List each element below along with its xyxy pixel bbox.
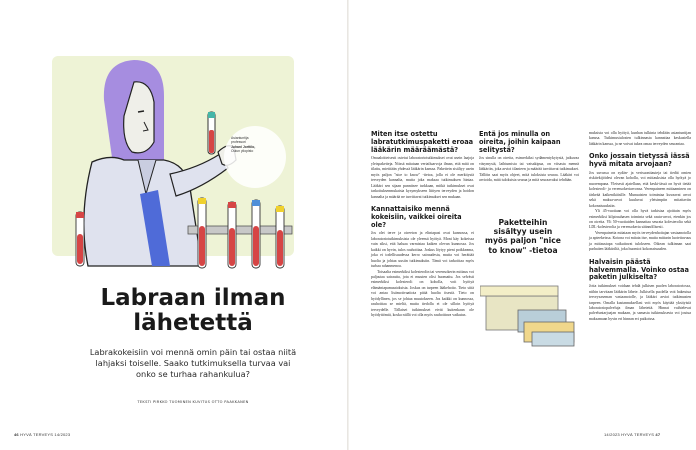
caption-label: Asiantuntija (231, 136, 249, 140)
left-folio (14, 432, 70, 437)
text-column-2 (479, 131, 579, 184)
question-heading-3: Entä jos minulla on oireita, joihin kaipaan selitystä? (479, 130, 561, 154)
right-magazine-name: 14/2023 HYVÄ TERVEYS (604, 432, 655, 437)
expert-caption-bubble (222, 124, 288, 190)
pull-quote: Paketteihin sisältyy usein myös paljon "nice to know" -tietoa (485, 218, 561, 255)
answer-paragraph-2: Jos olet terve ja oireeton ja elintapasi ovat kunnossa, ei laboratoriotutkimuksista ole yleensä hyötyä. Moni käy kokeissa vain siksi, että haluaa varmistaa kaiken olevan kunnossa. Jos kaikki on hyvin, tulos rauhoittaa. Joskus löytyy pieni poikkeama, joka ei todellisuudessa kerro sairaudesta, mutta voi herättää huolta ja johtaa uusiin tutkimuksiin. Tämä voi tarkoittaa myös turhaa rahanmenoa. (371, 231, 474, 269)
left-page-number: 46 (14, 432, 19, 437)
answer-paragraph-7: Yli 45-vuotiaan voi olla hyvä tarkistaa ajoittain myös esimerkiksi kilpirauhasen toiminta sekä rauta-arvot, etenkin jos on oireita. Yli 50-vuotiaiden kannattaa seurata kolesterolia sekä LDL-kolesterolia ja verensokeria säännöllisesti. (589, 209, 691, 230)
answer-paragraph-3: Toisaalta esimerkiksi kolesterolin tai verensokerin mittaus voi paljastaa sairautta, jota ei muuten olisi huomattu. Jos selvästi esimerkiksi kolesteroli on koholla, voit hyötyä elämäntapamuutoksista. Joskus on tarpeen lääkehoito. Tieto siitä voi antaa lisämotivaatiota pitää huolta itsestä. Tieto on hyödyllinen, jos se johtaa muutokseen. Jos kaikki on kunnossa, rauhoittaa se mieltä, mutta tiedolla ei ole silloin hyötyä terveydelle. Tällaiset tutkimukset eivät kuitenkaan ole hyödyttömiä, koska niillä voi olla myös rauhoittava vaikutus. (371, 269, 474, 318)
right-page-number: 47 (655, 432, 661, 437)
caption-person: Juhani Jorttilo, (231, 144, 256, 149)
sample-boxes-illustration (480, 276, 580, 350)
answer-paragraph-9: Jotta tutkimukset voidaan tehdä julkisen puolen laboratoriossa, niihin tarvitaan lääkärin lähete. Julkisella puolella voit hakeutua terveysaseman vastaanotolle, ja lääkäri arvioi tutkimusten tarpeen. Omalla kustannuksellasi voit myös käyttää yksityisiä laboratoriopalveluja ilman lähetettä. Hinnat vaihtelevat palveluntarjoajan mukaan, ja samasta tutkimuksesta voi joutua maksamaan hyvin eri hinnan eri paikoissa. (589, 284, 691, 321)
answer-paragraph-6: Jos suvussa on sydän- ja verisuonitauteja tai tiedät omien riskitekijöidesi olevan koholla, voi mittauksista olla hyötyä jo nuorempana. Yleisesti ajatellaan, että keski-iässä on hyvä tietää kolesteroli- ja verensokeriarvonsa. Verenpaineen mittaaminen on tärkeää kaikenikäisille. Munuaisten toimintaa kuvaavat arvot sekä maksa-arvot kuuluvat yleisimpiin mitattaviin kokonaisuuksiin. (589, 170, 691, 208)
page-gutter (347, 0, 349, 450)
title-line-1: Labraan ilman (100, 285, 286, 311)
question-heading-2: Kannattaisiko mennä kokeisiin, vaikkei oireita ole? (371, 205, 462, 229)
question-heading-1: Miten itse ostettu labratutkimuspaketti eroaa lääkärin määräämästä? (371, 130, 474, 154)
expert-caption (231, 136, 279, 154)
title-line-2: lähetettä (133, 310, 253, 336)
text-column-1 (371, 131, 474, 319)
left-magazine-name: HYVÄ TERVEYS 14/2023 (20, 432, 71, 437)
answer-paragraph-4: Jos sinulla on oireita, esimerkiksi sydämentykytystä, jatkuvaa väsymystä, laihtumista tai vatsakipua, on viisasta mennä lääkäriin, joka arvioi tilanteen ja määrää tarvittavat tutkimukset. Tällöin saat myös ohjeet, mitä tuloksista seuraa. Lääkäri voi arvioida, mitä tuloksista seuraa ja mitä seuraavaksi tehdään. (479, 156, 579, 183)
right-folio (604, 432, 660, 437)
answer-paragraph-1: Omaaloitteisesti ostetut laboratoriotutkimukset ovat usein laajoja yleispaketteja. Niissä mitataan vertailuarvoja ilman, että mitä on tilattu, mietitään yhdessä lääkärin kanssa. Pakettein sisältyy usein myös paljon "nice to know" -tietoa, jolla ei ole merkitystä terveyden kannalta, mutta joka maksaa tutkimuksen hintaa. Lääkäri sen sijaan punnitsee tarkkaan, mitkä tutkimukset ovat tarkoituksenmukaisia kysymykseen liittyen terveyden ja hoidon kannalta ja määrää ne tarvittavat tutkimukset sen mukaan. (371, 156, 474, 199)
caption-role: professori (231, 140, 246, 145)
article-lead: Labrakokeisiin voi mennä omin päin tai ostaa niitä lahjaksi toiselle. Saako tutkimuksella turvaa vai onko se turhaa rahankulua? (89, 347, 297, 379)
caption-org: Oulun yliopisto (231, 149, 254, 154)
article-credits: TEKSTI PIRKKO TUOMINEN KUVITUS OTTO PAAKKANEN (137, 400, 249, 404)
question-heading-5: Halvaisin päästä halvemmalla. Voinko ostaa paketin julkiselta? (589, 257, 689, 282)
text-column-3 (589, 131, 691, 322)
question-heading-4: Onko jossain tietyssä iässä hyvä mitata arvojaan? (589, 152, 690, 169)
answer-paragraph-8: Verenpainetta mitataan myös terveydenhoitajan vastaanotolla ja apteekeissa. Kotona voi mitata itse, mutta mittarin luotettavuus ja mittaustapa vaikuttavat tulokseen. Oikean tulkinnan saat parhaiten lääkäriltä, joka huomioi kokonaisuuden. (589, 230, 691, 252)
article-title (88, 286, 298, 336)
answer-paragraph-5: muksista voi olla hyötyä, kunhan tulkinta tehdään asiantuntijan kanssa. Tutkimustulosten tulkinnasta kannattaa keskustella lääkärin kanssa, ja ne voivat tukea omaa terveyden seurantaa. (589, 131, 691, 146)
